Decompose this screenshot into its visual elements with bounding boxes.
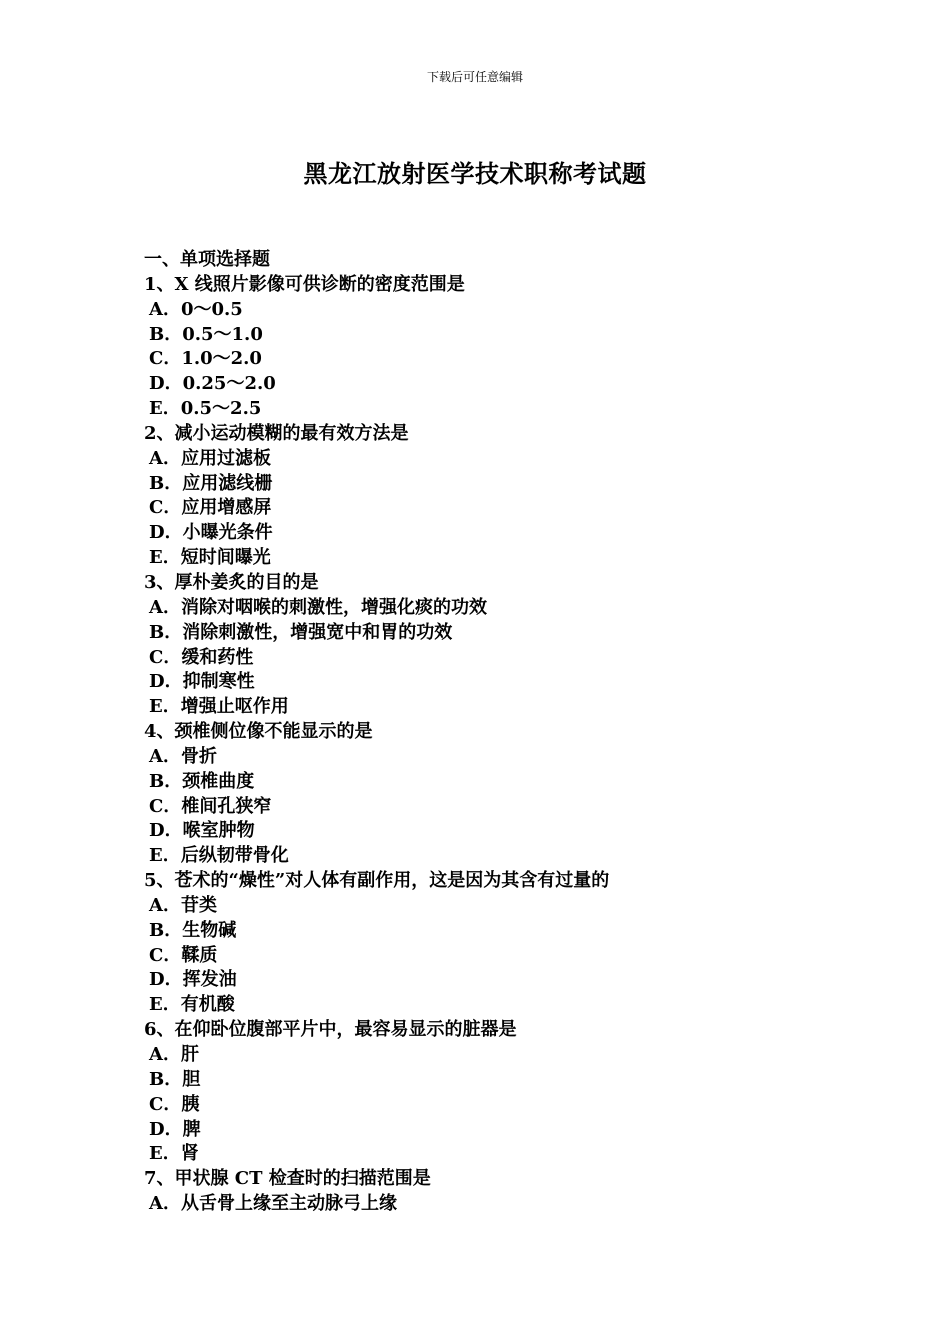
option-letter: A． bbox=[149, 596, 181, 618]
option-letter: D． bbox=[149, 1118, 183, 1140]
option-letter: D． bbox=[149, 522, 183, 544]
answer-option bbox=[144, 993, 844, 1018]
option-letter: C． bbox=[149, 1093, 182, 1115]
option-text: 消除对咽喉的刺激性，增强化痰的功效 bbox=[180, 596, 487, 618]
answer-option bbox=[144, 298, 844, 323]
answer-option bbox=[144, 323, 844, 348]
option-text: 从舌骨上缘至主动脉弓上缘 bbox=[180, 1193, 397, 1215]
option-letter: B． bbox=[149, 472, 183, 494]
option-text: 0.5～2.5 bbox=[180, 398, 262, 420]
answer-option bbox=[144, 1142, 844, 1167]
option-letter: C． bbox=[149, 795, 182, 817]
answer-option bbox=[144, 745, 844, 770]
option-text: 应用滤线栅 bbox=[182, 472, 273, 494]
option-text: 应用增感屏 bbox=[181, 497, 272, 519]
option-text: 后纵韧带骨化 bbox=[180, 845, 289, 867]
question-stem: 7、甲状腺 CT 检查时的扫描范围是 bbox=[144, 1168, 431, 1190]
option-text: 增强止呕作用 bbox=[180, 696, 289, 718]
option-text: 抑制寒性 bbox=[182, 671, 255, 693]
answer-option bbox=[144, 1192, 844, 1217]
question-stem: 1、X 线照片影像可供诊断的密度范围是 bbox=[144, 273, 465, 295]
answer-option bbox=[144, 447, 844, 472]
option-letter: E． bbox=[149, 547, 181, 569]
question-stem: 4、颈椎侧位像不能显示的是 bbox=[144, 721, 373, 743]
option-letter: B． bbox=[149, 919, 183, 941]
option-letter: B． bbox=[149, 621, 183, 643]
option-text: 苷类 bbox=[180, 894, 217, 916]
answer-option bbox=[144, 1043, 844, 1068]
answer-option bbox=[144, 919, 844, 944]
answer-option bbox=[144, 795, 844, 820]
option-text: 0.5～1.0 bbox=[182, 323, 263, 345]
answer-option bbox=[144, 819, 844, 844]
document-title: 黑龙江放射医学技术职称考试题 bbox=[303, 159, 647, 188]
answer-option bbox=[144, 968, 844, 993]
option-letter: E． bbox=[149, 398, 181, 420]
option-text: 生物碱 bbox=[182, 919, 237, 941]
option-letter: A． bbox=[149, 1193, 181, 1215]
answer-option bbox=[144, 670, 844, 695]
answer-option bbox=[144, 695, 844, 720]
option-text: 椎间孔狭窄 bbox=[181, 795, 272, 817]
question-stem: 5、苍术的“燥性”对人体有副作用，这是因为其含有过量的 bbox=[144, 870, 610, 892]
option-letter: A． bbox=[149, 894, 181, 916]
header-note: 下载后可任意编辑 bbox=[426, 70, 523, 84]
option-text: 胰 bbox=[181, 1093, 200, 1115]
option-letter: C． bbox=[149, 944, 182, 966]
option-letter: A． bbox=[149, 745, 181, 767]
answer-option bbox=[144, 372, 844, 397]
answer-option bbox=[144, 496, 844, 521]
question-stem: 2、减小运动模糊的最有效方法是 bbox=[144, 422, 409, 444]
answer-option bbox=[144, 770, 844, 795]
option-letter: E． bbox=[149, 1143, 181, 1165]
option-text: 缓和药性 bbox=[181, 646, 254, 668]
option-text: 应用过滤板 bbox=[180, 447, 271, 469]
option-letter: C． bbox=[149, 646, 182, 668]
option-letter: D． bbox=[149, 671, 183, 693]
option-letter: D． bbox=[149, 820, 183, 842]
questions-container bbox=[144, 273, 844, 1217]
option-letter: B． bbox=[149, 323, 183, 345]
option-text: 有机酸 bbox=[180, 994, 235, 1016]
option-letter: B． bbox=[149, 1068, 183, 1090]
option-text: 脾 bbox=[182, 1118, 201, 1140]
option-text: 1.0～2.0 bbox=[181, 348, 262, 370]
answer-option bbox=[144, 521, 844, 546]
option-letter: A． bbox=[149, 1044, 181, 1065]
answer-option bbox=[144, 944, 844, 969]
option-letter: B． bbox=[149, 770, 183, 792]
option-letter: D． bbox=[149, 373, 183, 395]
option-text: 颈椎曲度 bbox=[182, 770, 255, 792]
option-text: 挥发油 bbox=[182, 969, 237, 991]
answer-option bbox=[144, 546, 844, 571]
answer-option bbox=[144, 397, 844, 422]
option-text: 0～0.5 bbox=[180, 298, 243, 320]
option-letter: C． bbox=[149, 497, 182, 519]
option-text: 肾 bbox=[180, 1143, 199, 1165]
question-list bbox=[144, 248, 844, 1217]
option-text: 0.25～2.0 bbox=[182, 373, 276, 395]
question-stem: 6、在仰卧位腹部平片中，最容易显示的脏器是 bbox=[144, 1019, 517, 1041]
option-letter: A． bbox=[149, 298, 181, 320]
option-text: 骨折 bbox=[180, 745, 217, 767]
answer-option bbox=[144, 1068, 844, 1093]
answer-option bbox=[144, 596, 844, 621]
option-text: 消除刺激性，增强宽中和胃的功效 bbox=[182, 621, 453, 643]
option-letter: E． bbox=[149, 994, 181, 1016]
question-stem: 3、厚朴姜炙的目的是 bbox=[144, 571, 319, 593]
answer-option bbox=[144, 472, 844, 497]
answer-option bbox=[144, 1093, 844, 1118]
option-text: 小曝光条件 bbox=[182, 522, 273, 544]
option-letter: C． bbox=[149, 348, 182, 370]
answer-option bbox=[144, 347, 844, 372]
answer-option bbox=[144, 621, 844, 646]
option-text: 喉室肿物 bbox=[182, 820, 255, 842]
section-heading: 一、单项选择题 bbox=[144, 249, 270, 270]
answer-option bbox=[144, 1118, 844, 1143]
option-letter: E． bbox=[149, 696, 181, 718]
option-letter: A． bbox=[149, 447, 181, 469]
option-text: 胆 bbox=[182, 1068, 201, 1090]
answer-option bbox=[144, 844, 844, 869]
option-text: 短时间曝光 bbox=[180, 547, 271, 569]
option-text: 肝 bbox=[180, 1044, 199, 1065]
answer-option bbox=[144, 646, 844, 671]
option-letter: D． bbox=[149, 969, 183, 991]
option-text: 鞣质 bbox=[181, 944, 218, 966]
answer-option bbox=[144, 894, 844, 919]
option-letter: E． bbox=[149, 845, 181, 867]
